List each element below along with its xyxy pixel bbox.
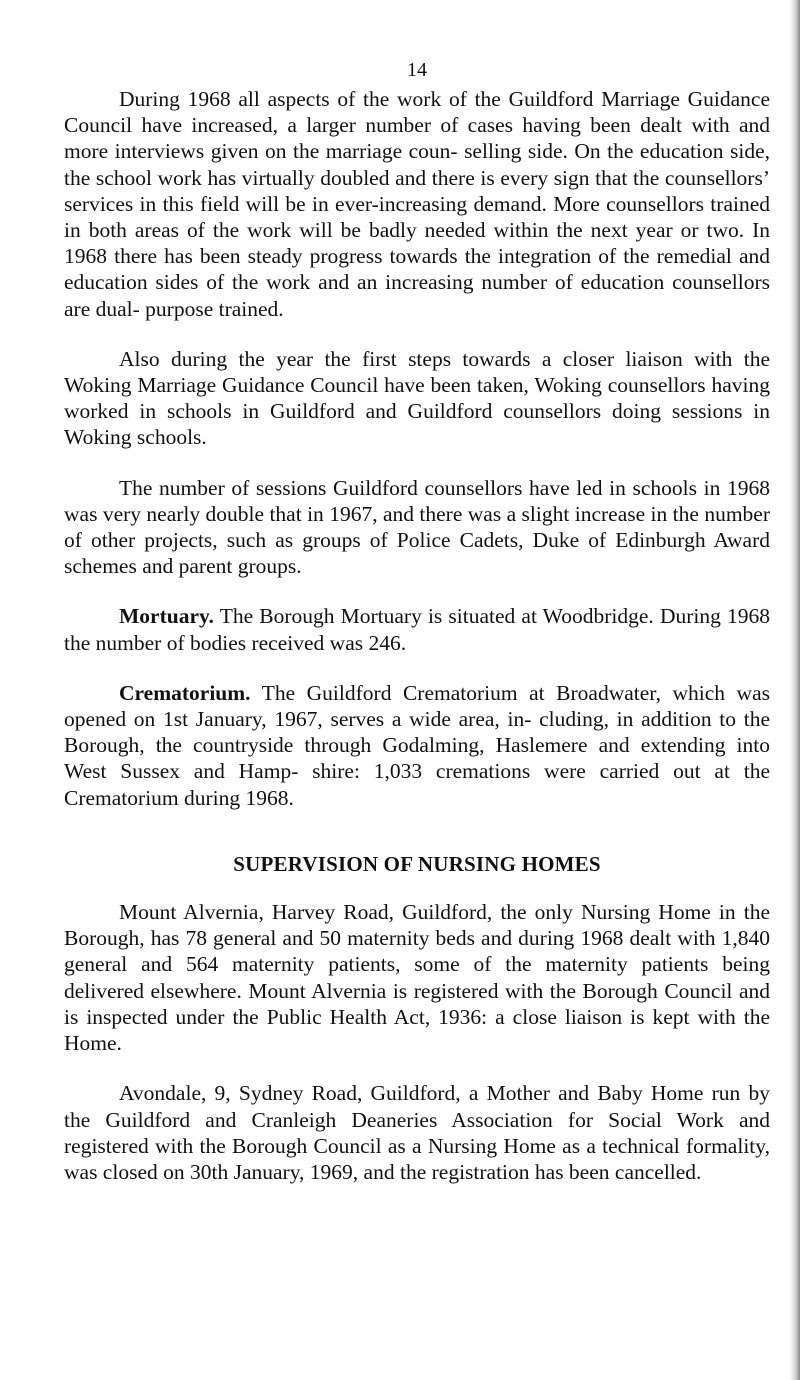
scan-shadow-edge	[790, 0, 800, 1380]
paragraph-school-sessions: The number of sessions Guildford counsellors have led in schools in 1968 was very nearly double that in 1967, and there was a slight increase in the number of other projects, such as groups of Police Cadets, Duke of Edinburgh Award schemes and parent groups.	[64, 475, 770, 579]
paragraph-mount-alvernia: Mount Alvernia, Harvey Road, Guildford, the only Nursing Home in the Borough, has 78 general and 50 maternity beds and during 1968 dealt with 1,840 general and 564 maternity patients, some of the maternity patients being delivered elsewhere. Mount Alvernia is registered with the Borough Council and is inspected under the Public Health Act, 1936: a close liaison is kept with the Home.	[64, 900, 770, 1056]
paragraph-crematorium	[64, 680, 770, 811]
crematorium-text: The Guildford Crematorium at Broadwater, which was opened on 1st January, 1967, serves a wide area, in- cluding, in addition to the Borough, the countryside through Godalming, Haslemere and extending into West Sussex and Hamp- shire: 1,033 cremations were carried out at the Crematorium during 1968.	[64, 680, 770, 810]
paragraph-avondale: Avondale, 9, Sydney Road, Guildford, a Mother and Baby Home run by the Guildford and Cranleigh Deaneries Association for Social Work and registered with the Borough Council as a Nursing Home as a technical formality, was closed on 30th January, 1969, and the registration has been cancelled.	[64, 1081, 770, 1184]
document-page	[64, 58, 770, 1209]
paragraph-mortuary	[64, 603, 770, 655]
page-number: 14	[407, 59, 427, 81]
crematorium-heading: Crematorium.	[119, 680, 251, 705]
mortuary-text: The Borough Mortuary is situated at Woodbridge. During 1968 the number of bodies received was 246.	[64, 604, 770, 655]
paragraph-woking-liaison: Also during the year the first steps towards a closer liaison with the Woking Marriage Guidance Council have been taken, Woking counsellors having worked in schools in Guildford and Guildford counsellors doing sessions in Woking schools.	[64, 346, 770, 450]
section-heading-nursing-homes: SUPERVISION OF NURSING HOMES	[233, 851, 601, 876]
paragraph-marriage-guidance-work: During 1968 all aspects of the work of the Guildford Marriage Guidance Council have increased, a larger number of cases having been dealt with and more interviews given on the marriage coun- selling side. On the education side, the school work has virtually doubled and there is every sign that the counsellors’ services in this field will be in ever-increasing demand. More counsellors trained in both areas of the work will be badly needed within the next year or two. In 1968 there has been steady progress towards the integration of the remedial and education sides of the work and an increasing number of education counsellors are dual- purpose trained.	[64, 87, 770, 321]
mortuary-heading: Mortuary.	[119, 604, 214, 629]
